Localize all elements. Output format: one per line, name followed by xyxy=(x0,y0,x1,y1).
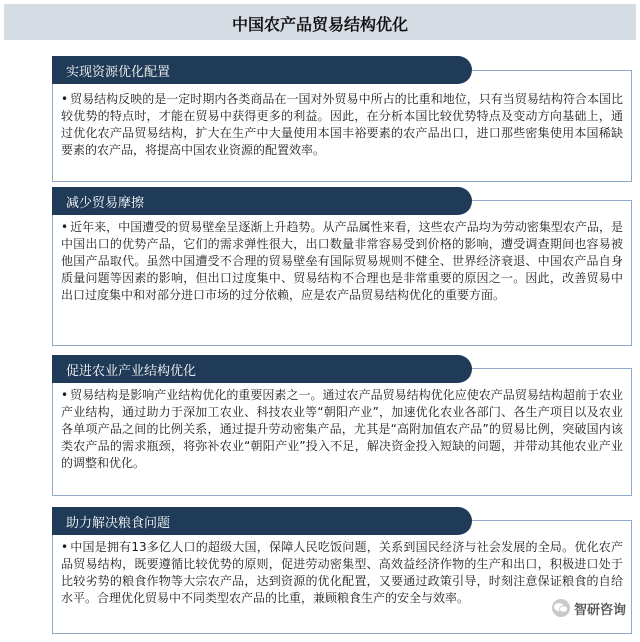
page-title: 中国农产品贸易结构优化 xyxy=(231,15,408,34)
section-4-heading: 助力解决粮食问题 xyxy=(66,516,171,531)
section-1-text xyxy=(61,91,623,159)
bullet-icon: • xyxy=(61,220,69,234)
bullet-icon: • xyxy=(61,92,69,106)
section-2-heading: 减少贸易摩擦 xyxy=(66,196,145,211)
section-3-body xyxy=(52,368,632,496)
section-2-header xyxy=(52,187,472,215)
section-1-heading: 实现资源优化配置 xyxy=(66,65,171,80)
section-1-header xyxy=(52,56,472,84)
section-4-paragraph: 中国是拥有13多亿人口的超级大国，保障人民吃饭问题，关系到国民经济与社会发展的全局。优化农产品贸易结构，既要遵循比较优势的原则，促进劳动密集型、高效益经济作物的生产和出口，积极进口处于比较劣势的粮食作物等大宗农产品，达到资源的优化配置，又要通过政策引导，时刻注意保证粮食的自给水平。合理优化贸易中不同类型农产品的比重，兼顾粮食生产的安全与效率。 xyxy=(61,540,623,605)
section-2-body xyxy=(52,200,632,346)
wechat-icon xyxy=(552,599,570,617)
section-3-text xyxy=(61,387,623,472)
section-4-body xyxy=(52,520,632,634)
title-bar xyxy=(4,4,636,40)
watermark-logo xyxy=(552,596,626,620)
section-4-text xyxy=(61,539,623,607)
section-3-header xyxy=(52,355,472,383)
section-4-header xyxy=(52,507,472,535)
section-1-paragraph: 贸易结构反映的是一定时期内各类商品在一国对外贸易中所占的比重和地位，只有当贸易结构符合本国比较优势的特点时，才能在贸易中获得更多的利益。因此，在分析本国比较优势特点及变动方向基础上，通过优化农产品贸易结构，扩大在生产中大量使用本国丰裕要素的农产品出口，进口那些密集使用本国稀缺要素的农产品，将提高中国农业资源的配置效率。 xyxy=(61,92,623,157)
section-1-body xyxy=(52,70,632,182)
section-2-text xyxy=(61,219,623,304)
section-2-paragraph: 近年来，中国遭受的贸易壁垒呈逐渐上升趋势。从产品属性来看，这些农产品均为劳动密集型农产品，是中国出口的优势产品，它们的需求弹性很大，出口数量非常容易受到价格的影响，遭受调查期间也容易被他国产品取代。虽然中国遭受不合理的贸易壁垒有国际贸易规则不健全、世界经济衰退、中国农产品自身质量问题等因素的影响，但出口过度集中、贸易结构不合理也是非常重要的原因之一。因此，改善贸易中出口过度集中和对部分进口市场的过分依赖，应是农产品贸易结构优化的重要方面。 xyxy=(61,220,623,302)
section-3-paragraph: 贸易结构是影响产业结构优化的重要因素之一。通过农产品贸易结构优化应使农产品贸易结构超前于农业产业结构，通过助力于深加工农业、科技农业等“朝阳产业”，加速优化农业各部门、各生产项目以及农业各单项产品之间的比例关系，通过提升劳动密集产品，尤其是“高附加值农产品”的贸易比例，突破国内该类农产品的需求瓶颈，将弥补农业“朝阳产业”投入不足，解决资金投入短缺的问题，并带动其他农业产业的调整和优化。 xyxy=(61,388,623,470)
bullet-icon: • xyxy=(61,540,69,554)
logo-text: 智研咨询 xyxy=(573,602,626,618)
section-3-heading: 促进农业产业结构优化 xyxy=(66,364,197,379)
bullet-icon: • xyxy=(61,388,69,402)
